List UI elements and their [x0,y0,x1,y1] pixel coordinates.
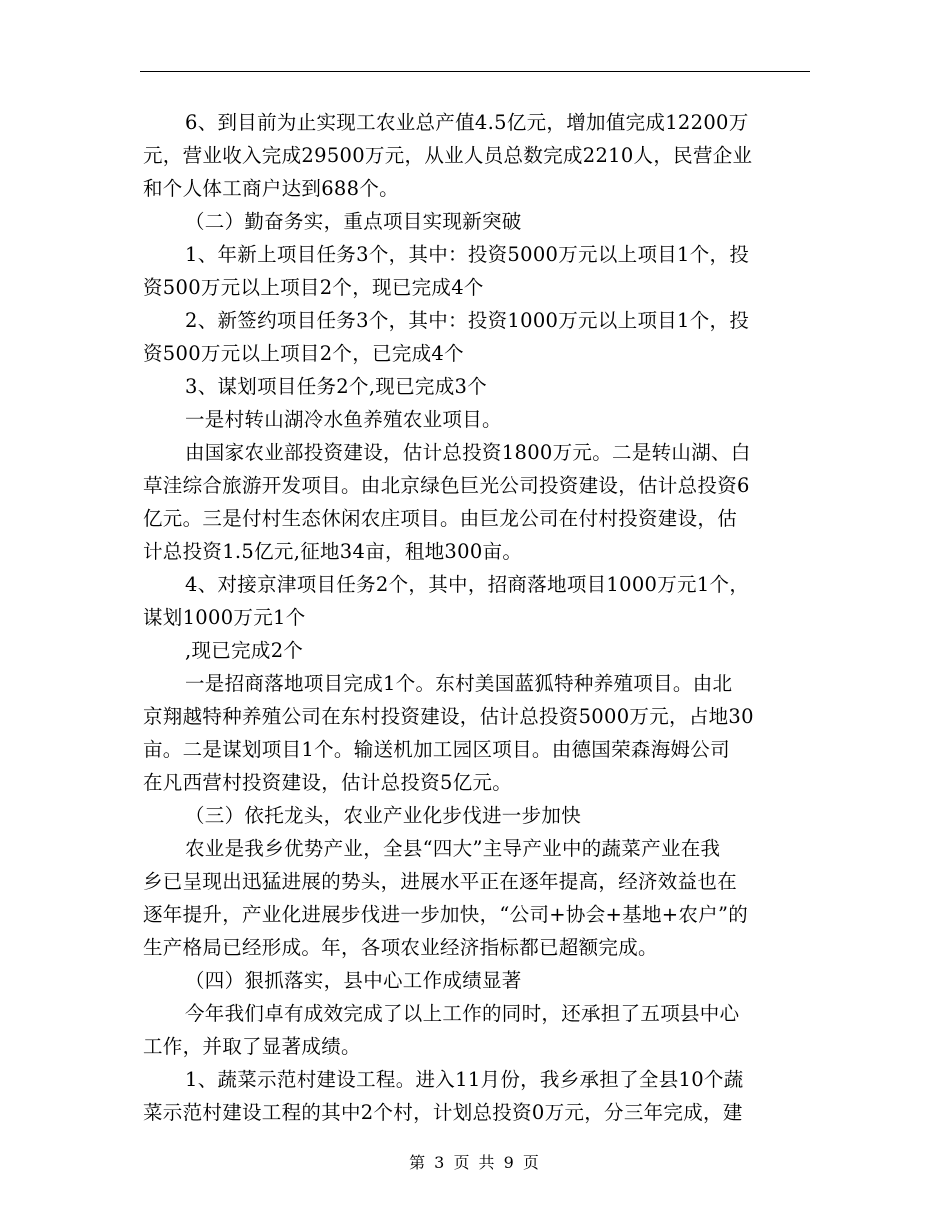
body-line: ,现已完成2个 [185,639,304,662]
body-line: 农业是我乡优势产业，全县“四大”主导产业中的蔬菜产业在我 [185,837,721,860]
header-rule [140,71,810,72]
body-line: 4、对接京津项目任务2个，其中，招商落地项目1000万元1个， [185,573,750,596]
body-line: 亿元。三是付村生态休闲农庄项目。由巨龙公司在付村投资建设，估 [143,507,738,530]
body-line: 由国家农业部投资建设，估计总投资1800万元。二是转山湖、白 [185,441,751,464]
body-line: 计总投资1.5亿元,征地34亩，租地300亩。 [143,540,523,563]
body-line: 资500万元以上项目2个，现已完成4个 [143,276,484,299]
body-line: 6、到目前为止实现工农业总产值4.5亿元，增加值完成12200万 [185,111,749,134]
body-line: 菜示范村建设工程的其中2个村，计划总投资0万元，分三年完成，建 [143,1101,743,1124]
body-line: 亩。二是谋划项目1个。输送机加工园区项目。由德国荣森海姆公司 [143,738,730,761]
page-number-footer: 第 3 页 共 9 页 [409,1153,541,1172]
body-line: 生产格局已经形成。年，各项农业经济指标都已超额完成。 [143,936,658,959]
body-line: 一是招商落地项目完成1个。东村美国蓝狐特种养殖项目。由北 [185,672,733,695]
body-line: 1、蔬菜示范村建设工程。进入11月份，我乡承担了全县10个蔬 [185,1068,744,1091]
body-line: 3、谋划项目任务2个,现已完成3个 [185,375,488,398]
body-line: 乡已呈现出迅猛进展的势头，进展水平正在逐年提高，经济效益也在 [143,870,738,893]
body-line: 今年我们卓有成效完成了以上工作的同时，还承担了五项县中心 [185,1002,740,1025]
section-heading: （四）狠抓落实，县中心工作成绩显著 [185,969,522,992]
body-line: 一是村转山湖冷水鱼养殖农业项目。 [185,408,502,431]
section-heading: （三）依托龙头，农业产业化步伐进一步加快 [185,804,582,827]
document-body [143,106,813,1129]
body-line: 元，营业收入完成29500万元，从业人员总数完成2210人，民营企业 [143,144,753,167]
body-line: 和个人体工商户达到688个。 [143,177,399,200]
body-line: 2、新签约项目任务3个，其中：投资1000万元以上项目1个，投 [185,309,750,332]
body-line: 逐年提升，产业化进展步伐进一步加快，“公司+协会+基地+农户”的 [143,903,749,926]
body-line: 资500万元以上项目2个，已完成4个 [143,342,464,365]
section-heading: （二）勤奋务实，重点项目实现新突破 [185,210,522,233]
body-line: 工作，并取了显著成绩。 [143,1035,361,1058]
body-line: 京翔越特种养殖公司在东村投资建设，估计总投资5000万元，占地30 [143,705,754,728]
body-line: 谋划1000万元1个 [143,606,306,629]
body-line: 在凡西营村投资建设，估计总投资5亿元。 [143,771,513,794]
body-line: 草洼综合旅游开发项目。由北京绿色巨光公司投资建设，估计总投资6 [143,474,750,497]
body-line: 1、年新上项目任务3个，其中：投资5000万元以上项目1个，投 [185,243,750,266]
